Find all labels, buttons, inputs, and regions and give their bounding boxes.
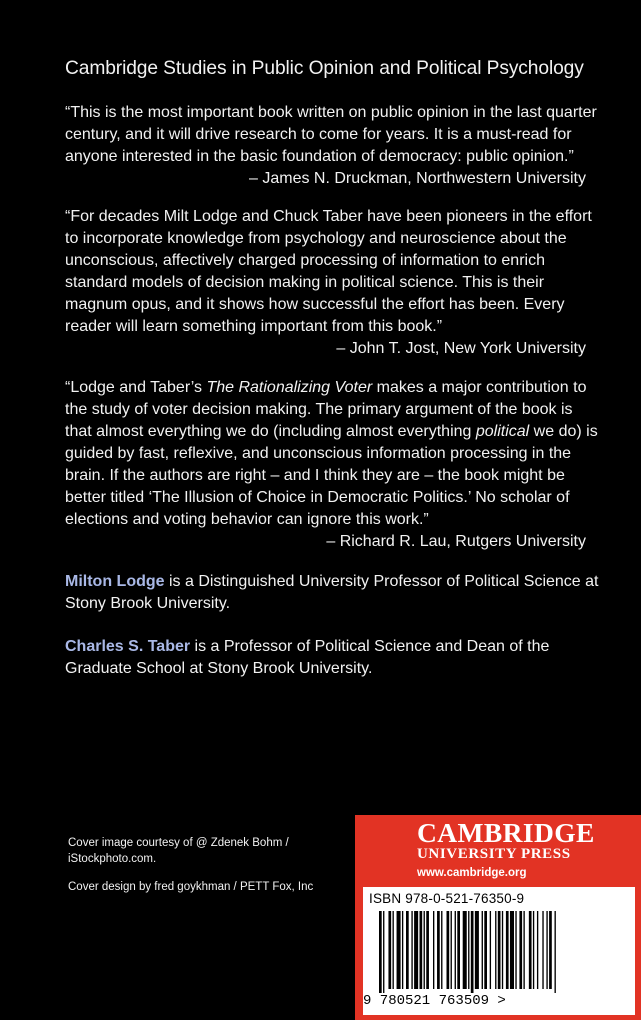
author-bio: is a Distinguished University Professor of Political Science at Stony Brook University. [65,573,599,612]
barcode-bar [388,911,391,989]
barcode-bar [542,911,543,989]
cover-image-credit [68,835,318,867]
barcode-bar [468,911,469,989]
publisher-url: www.cambridge.org [417,867,527,879]
author-name: Charles S. Taber [65,638,191,655]
barcode-bar [510,911,514,989]
author-bio-lodge [65,571,600,615]
barcode-bar [383,911,384,993]
quote-lau [65,377,600,553]
barcode-bar [495,911,496,989]
barcode-bar [463,911,467,989]
quote-jost [65,206,600,360]
barcode-bar [406,911,409,989]
barcode-bar [426,911,429,989]
quote-druckman [65,102,600,190]
book-title: The Rationalizing Voter [206,379,373,396]
barcode-bar [475,911,479,989]
barcode-bar [455,911,456,989]
author-name: Milton Lodge [65,573,165,590]
barcode-bar [441,911,442,989]
publisher-name: CAMBRIDGE [417,817,595,848]
barcode-bar [484,911,487,989]
barcode-bar [393,911,394,989]
barcode-bar [555,911,556,993]
barcode-bar [433,911,434,989]
barcode-digits: 9 780521 763509 > [363,993,506,1009]
barcode-bar [437,911,440,989]
credit-text: Cover design by fred goykhman / PETT Fox, Inc [68,881,314,893]
barcode-bar [379,911,382,993]
isbn-barcode-box [363,887,635,1015]
quote-text: “For decades Milt Lodge and Chuck Taber have been pioneers in the effort to incorporate knowledge from psychology and neuroscience about the unconscious, affectively charged processing of information to enrich standard models of decision making in political science. This is their magnum opus, and it shows how successful the effort has been. Every reader will learn something important from this book.” [65,208,592,335]
barcode-bar [529,911,532,989]
quote-text-part: “Lodge and Taber’s [65,379,207,396]
barcode-bar [523,911,524,989]
barcode-bar [414,911,418,989]
barcode-bar [482,911,483,989]
cover-design-credit [68,879,318,895]
quote-text: “This is the most important book written on public opinion in the last quarter century, and it will drive research to come for years. It is a must-read for anyone interested in the basic foundation of democracy: public opinion.” [65,104,597,165]
publisher-subname: UNIVERSITY PRESS [417,846,571,862]
barcode-bar [537,911,538,989]
emphasis: political [475,423,530,440]
author-bio-taber [65,636,600,680]
barcode-bar [549,911,552,989]
barcode-bar [451,911,452,989]
barcode-bar [397,911,401,989]
publisher-block [355,815,641,1020]
quote-attribution: – James N. Druckman, Northwestern University [249,170,586,187]
quote-text-part: we do) is guided by fast, reflexive, and unconscious information processing in the brain. If the authors are right – and I think they are – the book might be better titled ‘The Illusion of Choice in Democratic Politics.’ No scholar of elections and voting behavior can ignore this work.” [65,423,598,528]
barcode-bar [546,911,547,989]
barcode-bar [502,911,503,989]
author-bio: is a Professor of Political Science and Dean of the Graduate School at Stony Brook University. [65,638,550,677]
barcode-bar [498,911,501,989]
barcode-bar [506,911,509,989]
quote-attribution: – John T. Jost, New York University [336,340,586,357]
quote-attribution: – Richard R. Lau, Rutgers University [326,533,586,550]
credit-text: Cover image courtesy of @ Zdenek Bohm / iStockphoto.com. [68,837,289,865]
barcode-bar [420,911,423,989]
barcode-bar [471,911,474,993]
barcode-bar [411,911,412,989]
barcode-bar [457,911,460,989]
barcode-bar [402,911,403,989]
barcode-bar [447,911,450,989]
barcode-bar [533,911,534,989]
isbn-number: ISBN 978-0-521-76350-9 [369,891,525,906]
barcode-bar [519,911,522,989]
quote-text-part: makes a major contribution to the study of voter decision making. The primary argument of the book is that almost everything we do (including almost everything [65,379,587,440]
quote-text [65,377,600,531]
barcode-bar [424,911,425,989]
barcode-bar [515,911,516,989]
barcode-icon [377,911,621,993]
barcode-bar [490,911,491,989]
series-title: Cambridge Studies in Public Opinion and Political Psychology [65,58,584,79]
